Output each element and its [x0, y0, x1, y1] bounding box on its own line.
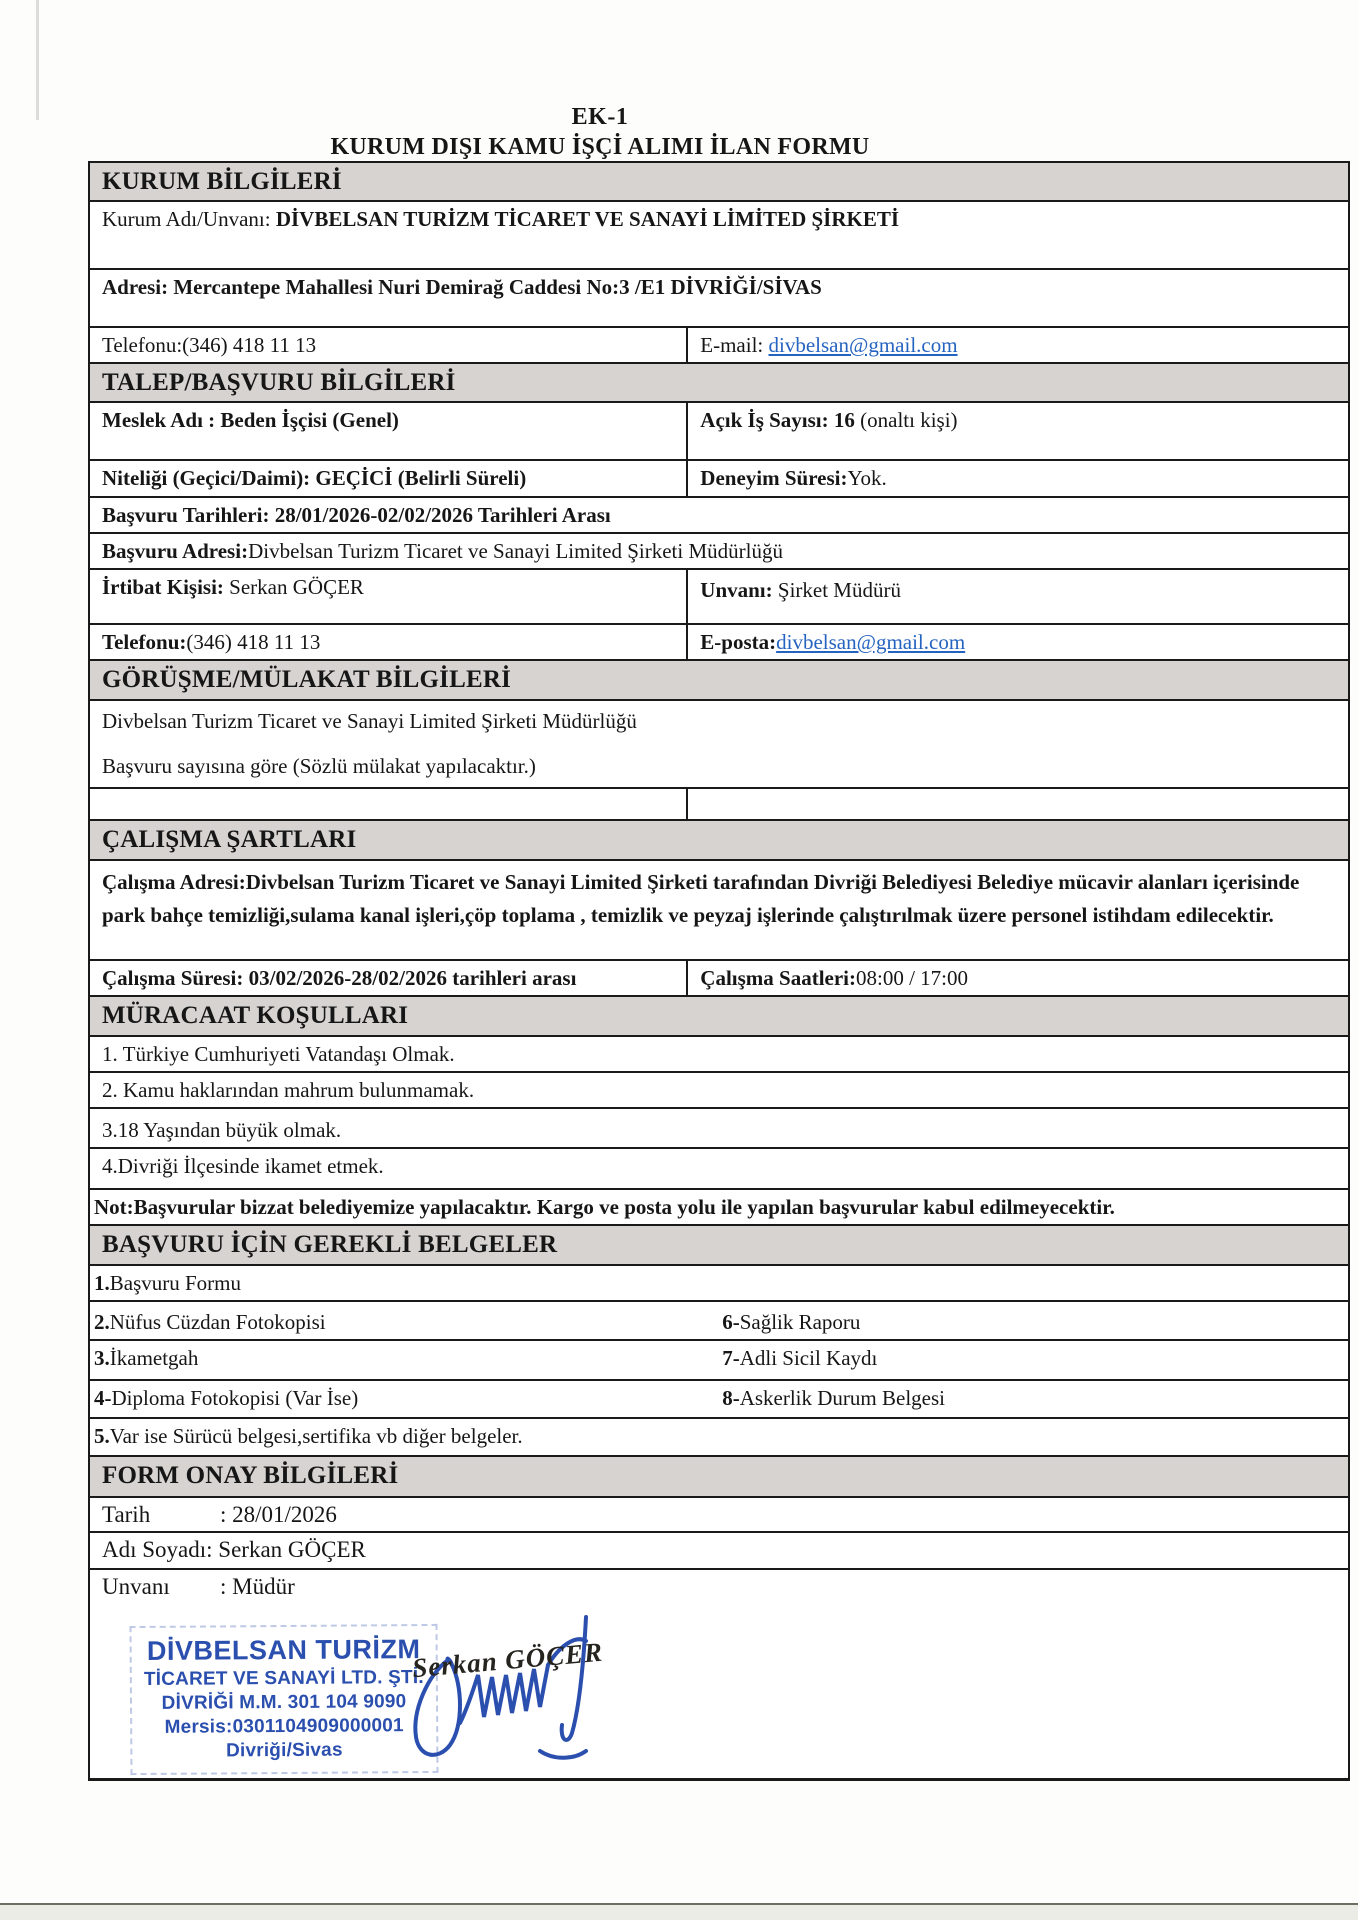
belge-7-text: Adli Sicil Kaydı [739, 1346, 878, 1370]
ad-soyad-value: Serkan GÖÇER [212, 1537, 366, 1562]
telefon2-cell [90, 625, 686, 659]
row-basvuru-tarihleri: Başvuru Tarihleri: 28/01/2026-02/02/2026 Tarihleri Arası [90, 498, 1348, 534]
document-titles [88, 104, 1112, 161]
page-title: KURUM DIŞI KAMU İŞÇİ ALIMI İLAN FORMU [330, 134, 870, 160]
calisma-saatleri-value: 08:00 / 17:00 [856, 966, 969, 990]
unvan-cell [686, 570, 1348, 623]
acik-is-cell [686, 403, 1348, 459]
calisma-saatleri-label: Çalışma Saatleri: [700, 966, 857, 990]
belge-4 [90, 1381, 710, 1417]
email-cell [686, 328, 1348, 362]
belge-6-text: Sağlik Raporu [739, 1310, 861, 1334]
row-telefon-email [90, 328, 1348, 364]
eposta-link[interactable]: divbelsan@gmail.com [776, 630, 966, 654]
belge-row-1 [90, 1266, 1348, 1302]
deneyim-value: Yok. [847, 466, 887, 490]
belge-2-text: Nüfus Cüzdan Fotokopisi [109, 1310, 326, 1334]
irtibat-value: Serkan GÖÇER [229, 575, 364, 599]
kosul-item-1: 1. Türkiye Cumhuriyeti Vatandaşı Olmak. [90, 1037, 1348, 1073]
belge-5-text: Var ise Sürücü belgesi,sertifika vb diğer belgeler. [109, 1424, 523, 1448]
telefon-value: Telefonu:(346) 418 11 13 [102, 333, 317, 357]
ad-soyad-label: Adı Soyadı: [102, 1537, 213, 1562]
belge-4-num: 4- [94, 1386, 112, 1410]
stamp-line-1: DİVBELSAN TURİZM [146, 1634, 421, 1666]
doc-code: EK-1 [571, 104, 629, 130]
stamp-line-3: DİVRİĞİ M.M. 301 104 9090 [161, 1691, 407, 1714]
handwritten-signature-icon [390, 1605, 670, 1778]
onay-row-tarih [90, 1498, 1348, 1533]
section-header-gorusme: GÖRÜŞME/MÜLAKAT BİLGİLERİ [90, 661, 1348, 701]
onay-row-unvan [90, 1570, 1348, 1605]
belge-3 [90, 1341, 710, 1379]
kosul-item-3: 3.18 Yaşından büyük olmak. [90, 1109, 1348, 1149]
belge-7 [710, 1341, 1348, 1379]
section-header-onay: FORM ONAY BİLGİLERİ [90, 1457, 1348, 1498]
basvuru-adresi-value: Divbelsan Turizm Ticaret ve Sanayi Limited Şirketi Müdürlüğü [248, 539, 783, 563]
belge-row-4-8 [90, 1381, 1348, 1419]
belge-1-num: 1. [94, 1271, 110, 1295]
stamp-line-2: TİCARET VE SANAYİ LTD. ŞTİ. [143, 1667, 424, 1690]
belge-6 [710, 1302, 1348, 1339]
kosul-item-2: 2. Kamu haklarından mahrum bulunmamak. [90, 1073, 1348, 1109]
section-header-belgeler: BAŞVURU İÇİN GEREKLİ BELGELER [90, 1226, 1348, 1266]
row-meslek [90, 403, 1348, 461]
deneyim-cell [686, 461, 1348, 496]
form-table [88, 161, 1350, 1781]
acik-is-sayisi: Açık İş Sayısı: 16 [700, 408, 855, 432]
row-nitelik [90, 461, 1348, 498]
stamp-signature-zone [90, 1605, 1348, 1778]
belge-6-num: 6- [722, 1310, 740, 1334]
eposta-cell [686, 625, 1348, 659]
unvan-value: Şirket Müdürü [777, 578, 901, 602]
section-header-muracaat: MÜRACAAT KOŞULLARI [90, 997, 1348, 1037]
email-link[interactable]: divbelsan@gmail.com [768, 333, 958, 357]
row-basvuru-adresi [90, 534, 1348, 570]
tarih-label: Tarih [102, 1502, 151, 1527]
row-empty [90, 789, 1348, 821]
onay-unvan-value: : Müdür [220, 1574, 295, 1599]
kurum-adi-label: Kurum Adı/Unvanı: [102, 207, 276, 231]
telefon2-value: (346) 418 11 13 [186, 630, 321, 654]
kurum-adi-value: DİVBELSAN TURİZM TİCARET VE SANAYİ LİMİTED ŞİRKETİ [275, 207, 900, 231]
belge-8-text: Askerlik Durum Belgesi [739, 1386, 945, 1410]
signature-name: Serkan GÖÇER [411, 1636, 605, 1684]
deneyim-label: Deneyim Süresi: [700, 466, 848, 490]
stamp-line-5: Divriği/Sivas [225, 1739, 343, 1762]
acik-is-sayisi-yazi: (onaltı kişi) [854, 408, 958, 432]
belge-8-num: 8- [722, 1386, 740, 1410]
row-adres [90, 270, 1348, 328]
nitelik-value: Niteliği (Geçici/Daimi): GEÇİCİ (Belirli Süreli) [102, 466, 527, 490]
tarih-value: : 28/01/2026 [220, 1502, 337, 1527]
scan-edge-strip [0, 1905, 1358, 1920]
empty-cell-right [686, 789, 1348, 819]
row-gorusme-bilgi [90, 701, 1348, 789]
row-telefon-eposta [90, 625, 1348, 661]
belge-1-text: Başvuru Formu [109, 1271, 241, 1295]
irtibat-label: İrtibat Kişisi: [102, 575, 230, 599]
gorusme-line1: Divbelsan Turizm Ticaret ve Sanayi Limited Şirketi Müdürlüğü [102, 709, 637, 733]
belge-4-text: Diploma Fotokopisi (Var İse) [111, 1386, 359, 1410]
row-calisma-sure-saat [90, 961, 1348, 997]
telefon2-label: Telefonu: [102, 630, 187, 654]
belge-7-num: 7- [722, 1346, 740, 1370]
belge-row-2-6 [90, 1302, 1348, 1341]
eposta-label: E-posta: [700, 630, 777, 654]
belge-3-text: İkametgah [109, 1346, 199, 1370]
irtibat-cell [90, 570, 686, 623]
belge-row-3-7 [90, 1341, 1348, 1381]
gorusme-line2: Başvuru sayısına göre (Sözlü mülakat yapılacaktır.) [102, 754, 536, 778]
empty-cell-left [90, 789, 686, 819]
belge-5-num: 5. [94, 1424, 110, 1448]
meslek-adi: Meslek Adı : Beden İşçisi (Genel) [102, 408, 399, 432]
adres-label: Adresi: [102, 275, 174, 299]
belge-3-num: 3. [94, 1346, 110, 1370]
email-label: E-mail: [700, 333, 769, 357]
kosul-item-4: 4.Divriği İlçesinde ikamet etmek. [90, 1149, 1348, 1190]
section-header-kurum-bilgileri: KURUM BİLGİLERİ [90, 163, 1348, 202]
belge-2-num: 2. [94, 1310, 110, 1334]
row-calisma-adresi: Çalışma Adresi:Divbelsan Turizm Ticaret ve Sanayi Limited Şirketi tarafından Divriği Belediyesi Belediye mücavir alanları içerisinde park bahçe temizliği,sulama kanal işleri,çöp toplama , temizlik ve peyzaj işlerinde çalıştırılmak üzere personel istihdam edilecektir. [90, 861, 1348, 961]
onay-row-ad-soyad [90, 1533, 1348, 1570]
row-irtibat [90, 570, 1348, 625]
section-header-calisma: ÇALIŞMA ŞARTLARI [90, 821, 1348, 861]
calisma-suresi: Çalışma Süresi: 03/02/2026-28/02/2026 tarihleri arası [102, 966, 577, 990]
row-kurum-adi [90, 202, 1348, 270]
unvan-label: Unvanı: [700, 578, 778, 602]
stamp-line-4: Mersis:0301104909000001 [164, 1715, 404, 1738]
belge-row-5 [90, 1419, 1348, 1457]
signature-block [390, 1605, 670, 1778]
scan-artifact-line [36, 0, 39, 120]
onay-unvan-label: Unvanı [102, 1574, 170, 1599]
belge-2 [90, 1302, 710, 1339]
section-header-talep: TALEP/BAŞVURU BİLGİLERİ [90, 364, 1348, 403]
adres-value: Mercantepe Mahallesi Nuri Demirağ Caddesi No:3 /E1 DİVRİĞİ/SİVAS [173, 275, 822, 299]
calisma-saatleri-cell [686, 961, 1348, 995]
basvuru-adresi-label: Başvuru Adresi: [102, 539, 249, 563]
row-not: Not:Başvurular bizzat belediyemize yapılacaktır. Kargo ve posta yolu ile yapılan başvurular kabul edilmeyecektir. [90, 1190, 1348, 1226]
belge-8 [710, 1381, 1348, 1417]
